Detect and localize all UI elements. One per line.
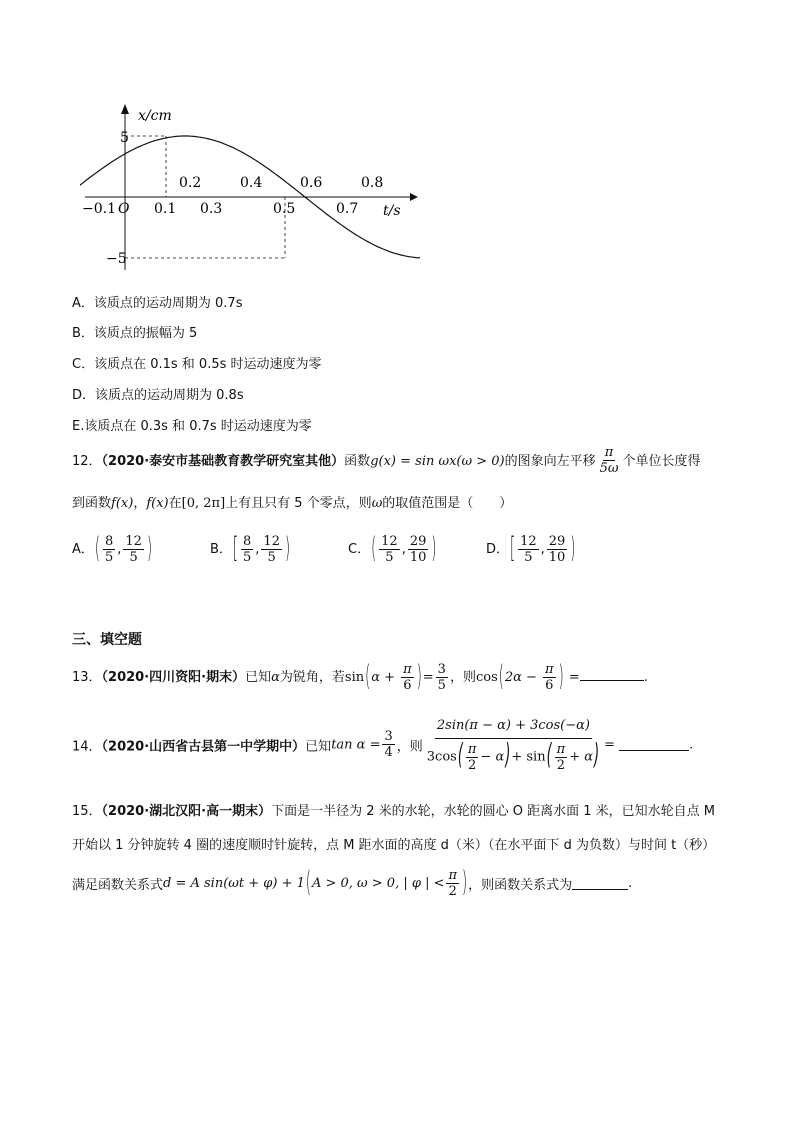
x-tick-0.6: 0.6 [300, 175, 323, 191]
y-axis-arrow-icon [121, 104, 129, 114]
displacement-time-graph [80, 100, 420, 275]
q12-choice-c-label: C． [348, 542, 371, 557]
x-tick-0.5: 0.5 [273, 201, 296, 217]
q13-source: （2020·四川资阳·期末） [101, 670, 246, 685]
q14-denominator: 3cos( $\frac{\pi}{2}$ − α)+ sin( $\frac{\pi}{2}$ + α) [426, 739, 600, 773]
q15-line3b: ，则函数关系式为 [468, 878, 573, 893]
q12-shift-den: 5ω [599, 461, 619, 476]
q14-big-fraction [425, 714, 602, 776]
q15-two: 2 [448, 884, 457, 899]
q12-shift-fraction [598, 445, 621, 476]
q14-tan: tan α = [331, 737, 381, 753]
q12-d-upper-den: 10 [548, 550, 566, 565]
q12-choice-b-label: B． [210, 542, 232, 557]
q12-choice-d-label: D． [486, 542, 510, 557]
q15-number: 15． [72, 804, 102, 819]
q14-den-a: 3cos [426, 749, 457, 765]
q13-text2: 为锐角，若 [279, 670, 345, 685]
q15-pi: π [448, 868, 458, 883]
q14-number: 14． [72, 739, 102, 755]
option-c: C．该质点在 0.1s 和 0.5s 时运动速度为零 [72, 357, 322, 372]
q12-choice-b-right: ) [284, 533, 291, 566]
q12-choice-c-left: ( [371, 533, 377, 566]
q15-line2: 开始以 1 分钟旋转 4 圈的速度顺时针旋转，点 M 距水面的高度 d（米）（在水平面下 d 为负数）与时间 t（秒） [72, 838, 716, 853]
q14-den-pi1: π [467, 741, 477, 757]
q12-fx: f(x) [111, 496, 134, 511]
q12-choice-c: C．( $\frac{12}{5}$ , $\frac{29}{10}$ ) [348, 533, 437, 566]
x-tick-0.2: 0.2 [179, 175, 202, 191]
q12-choice-a-right: ) [146, 533, 153, 566]
q13-alpha: α [271, 670, 280, 685]
q12-c-lower-den: 5 [385, 550, 394, 565]
question-15-line1 [72, 800, 715, 819]
q15-cond: A > 0, ω > 0, | φ | < [311, 876, 445, 891]
option-e: E.该质点在 0.3s 和 0.7s 时运动速度为零 [72, 419, 312, 434]
x-tick-0.1: 0.1 [154, 201, 177, 217]
q14-numerator: 2sin(π − α) + 3cos(−α) [435, 714, 592, 739]
q15-formula: d = A sin(ωt + φ) + 1 [163, 876, 305, 891]
q14-three: 3 [384, 729, 393, 745]
q13-answer-blank[interactable] [580, 668, 644, 681]
q15-answer-blank[interactable] [572, 877, 628, 890]
question-13: 13．（2020·四川资阳·期末）已知α为锐角，若sin(α + $\frac{\pi}{6}$ )= $\frac{3}{5}$ ，则cos(2α − $\frac{\pi}{6}$ ) = . [72, 661, 648, 694]
q12-text1: 函数 [344, 454, 371, 469]
origin-label: O [118, 201, 130, 217]
q14-den-two2: 2 [556, 757, 566, 773]
x-axis-arrow-icon [410, 193, 418, 201]
q13-pi2: π [545, 662, 554, 677]
q12-c-lower-num: 12 [381, 534, 398, 549]
x-tick-minus0.1: −0.1 [82, 201, 116, 217]
q14-source: （2020·山西省古县第一中学期中） [101, 739, 306, 755]
q13-text1: 已知 [245, 670, 272, 685]
q15-line3a: 满足函数关系式 [72, 878, 164, 893]
q12-choice-d-right: ) [570, 533, 576, 566]
q12-line2c: 上有且只有 5 个零点，则 [225, 496, 372, 511]
q14-text1: 已知 [305, 739, 332, 755]
q13-tail: = [568, 670, 580, 685]
x-tick-0.8: 0.8 [361, 175, 384, 191]
q14-den-in1: − α [480, 749, 505, 765]
q13-sin: sin [344, 670, 365, 685]
q12-choice-a-left: ( [94, 533, 100, 566]
q12-shift-num: π [604, 445, 614, 460]
q12-choice-d-left: [ [510, 533, 516, 566]
q14-den-in2: + α [569, 749, 594, 765]
q13-text3: ，则 [449, 670, 476, 685]
q12-b-upper-den: 5 [267, 550, 276, 565]
q12-source: （2020·泰安市基础教育教学研究室其他） [101, 454, 345, 469]
q12-d-lower-num: 12 [520, 534, 537, 549]
q12-choice-b: B．[ $\frac{8}{5}$ , $\frac{12}{5}$ ) [210, 533, 291, 566]
q12-a-lower-den: 5 [104, 550, 114, 565]
q13-inner: α + [371, 670, 400, 685]
q12-a-lower-num: 8 [104, 534, 114, 549]
q12-line2a: 到函数 [72, 496, 112, 511]
q13-pi: π [403, 662, 412, 677]
option-b: B．该质点的振幅为 5 [72, 326, 198, 341]
q13-three: 3 [437, 662, 446, 677]
q12-a-upper-num: 12 [125, 534, 142, 549]
q12-fx2: f(x) [146, 496, 169, 511]
y-axis-label: x/cm [138, 108, 172, 124]
q12-interval: [0, 2π] [181, 496, 226, 511]
question-12-line1 [72, 446, 701, 477]
option-d: D．该质点的运动周期为 0.8s [72, 388, 244, 403]
q12-comma: ， [133, 496, 147, 511]
q14-den-two1: 2 [468, 757, 477, 773]
q12-b-lower-den: 5 [243, 550, 252, 565]
q14-den-plus: + sin [511, 749, 546, 765]
question-15-line2 [72, 834, 715, 853]
q12-choice-a: A．( $\frac{8}{5}$ , $\frac{12}{5}$ ) [72, 533, 153, 566]
q13-five: 5 [437, 678, 446, 693]
x-tick-0.7: 0.7 [336, 201, 359, 217]
q13-six2: 6 [545, 678, 554, 693]
q12-number: 12． [72, 454, 102, 469]
q12-b-upper-num: 12 [263, 534, 280, 549]
question-15-line3: 满足函数关系式d = A sin(ωt + φ) + 1(A > 0, ω > 0, | φ | < $\frac{\pi}{2}$ )，则函数关系式为 . [72, 867, 633, 900]
q13-number: 13． [72, 670, 102, 685]
option-a: A．该质点的运动周期为 0.7s [72, 296, 243, 311]
q14-four: 4 [384, 745, 393, 761]
q12-text2: 的图象向左平移 [504, 454, 596, 469]
q12-a-upper-den: 5 [129, 550, 138, 565]
q13-inner2: 2α − [504, 670, 542, 685]
q12-line2b: 在 [168, 496, 182, 511]
y-tick-minus5: −5 [106, 251, 127, 267]
q15-end: . [628, 876, 633, 891]
q13-eq: = [422, 670, 434, 685]
q12-func: g(x) = sin ωx(ω > 0) [370, 454, 505, 469]
question-14 [72, 714, 693, 776]
q14-answer-blank[interactable] [619, 738, 689, 751]
q12-omega: ω [371, 496, 383, 511]
q15-line1: 下面是一半径为 2 米的水轮，水轮的圆心 O 距离水面 1 米，已知水轮自点 M [271, 804, 716, 819]
q12-b-lower-num: 8 [243, 534, 252, 549]
q14-eq: = [604, 737, 616, 753]
section-title: 三、填空题 [72, 632, 142, 648]
q13-six: 6 [403, 678, 412, 693]
q12-choice-b-left: [ [232, 533, 238, 566]
q15-source: （2020·湖北汉阳·高一期末） [101, 804, 272, 819]
q12-c-upper-den: 10 [409, 550, 427, 565]
q14-den-pi2: π [556, 741, 566, 757]
q12-choice-a-label: A． [72, 542, 94, 557]
q12-text3: 个单位长度得 [622, 454, 701, 469]
q12-line2d: 的取值范围是（ ） [382, 496, 513, 511]
y-tick-5: 5 [120, 130, 129, 146]
q14-end: . [689, 737, 694, 753]
q12-choice-d: D．[ $\frac{12}{5}$ , $\frac{29}{10}$ ) [486, 533, 576, 566]
q12-d-upper-num: 29 [548, 534, 566, 549]
q12-choice-c-right: ) [431, 533, 437, 566]
q13-end: . [643, 670, 648, 685]
x-tick-0.4: 0.4 [240, 175, 263, 191]
q12-d-lower-den: 5 [524, 550, 533, 565]
question-12-line2 [72, 492, 512, 511]
x-axis-label: t/s [383, 203, 401, 219]
x-tick-0.3: 0.3 [200, 201, 223, 217]
q14-text2: ，则 [396, 739, 423, 755]
q12-c-upper-num: 29 [409, 534, 427, 549]
q13-cos: cos [475, 670, 498, 685]
